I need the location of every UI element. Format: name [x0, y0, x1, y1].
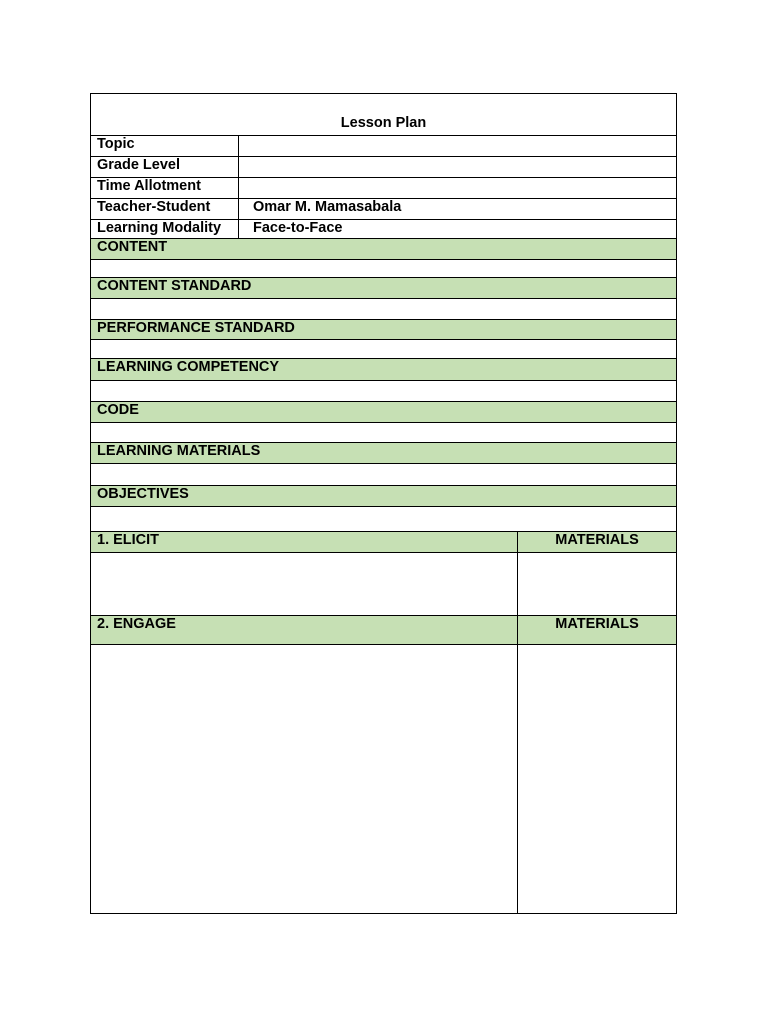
content-standard-heading-row: [91, 278, 676, 299]
content-standard-heading: CONTENT STANDARD: [97, 278, 252, 294]
content-heading-row: [91, 239, 676, 260]
engage-body-row: [91, 645, 676, 913]
learning-materials-body-row: [91, 464, 676, 486]
objectives-body-row: [91, 507, 676, 532]
elicit-heading: 1. ELICIT: [97, 532, 160, 548]
content-heading: CONTENT: [97, 239, 168, 255]
engage-heading-row: [91, 616, 676, 645]
learning-materials-heading-row: [91, 443, 676, 464]
performance-standard-heading-row: [91, 320, 676, 340]
learning-modality-value: Face-to-Face: [253, 220, 343, 236]
performance-standard-heading: PERFORMANCE STANDARD: [97, 320, 295, 336]
code-heading-row: [91, 402, 676, 423]
content-body-row: [91, 260, 676, 278]
time-allotment-row: [91, 178, 676, 199]
time-allotment-label: Time Allotment: [97, 178, 201, 194]
code-heading: CODE: [97, 402, 139, 418]
learning-modality-label: Learning Modality: [97, 220, 222, 236]
learning-modality-row: [91, 220, 676, 239]
elicit-heading-row: [91, 532, 676, 553]
title-row: [91, 94, 676, 136]
teacher-student-label: Teacher-Student: [97, 199, 211, 215]
objectives-heading: OBJECTIVES: [97, 486, 189, 502]
code-body-row: [91, 423, 676, 443]
topic-label: Topic: [97, 136, 135, 152]
learning-competency-heading-row: [91, 359, 676, 381]
teacher-student-row: [91, 199, 676, 220]
engage-materials-heading: MATERIALS: [555, 616, 639, 632]
topic-row: [91, 136, 676, 157]
engage-heading: 2. ENGAGE: [97, 616, 176, 632]
learning-competency-body-row: [91, 381, 676, 402]
page-title: Lesson Plan: [340, 115, 427, 131]
performance-standard-body-row: [91, 340, 676, 359]
elicit-materials-heading: MATERIALS: [555, 532, 639, 548]
grade-level-label: Grade Level: [97, 157, 181, 173]
elicit-body-row: [91, 553, 676, 616]
learning-competency-heading: LEARNING COMPETENCY: [97, 359, 280, 375]
lesson-plan-table: [90, 93, 677, 914]
content-standard-body-row: [91, 299, 676, 320]
teacher-student-value: Omar M. Mamasabala: [253, 199, 402, 215]
learning-materials-heading: LEARNING MATERIALS: [97, 443, 261, 459]
grade-level-row: [91, 157, 676, 178]
objectives-heading-row: [91, 486, 676, 507]
